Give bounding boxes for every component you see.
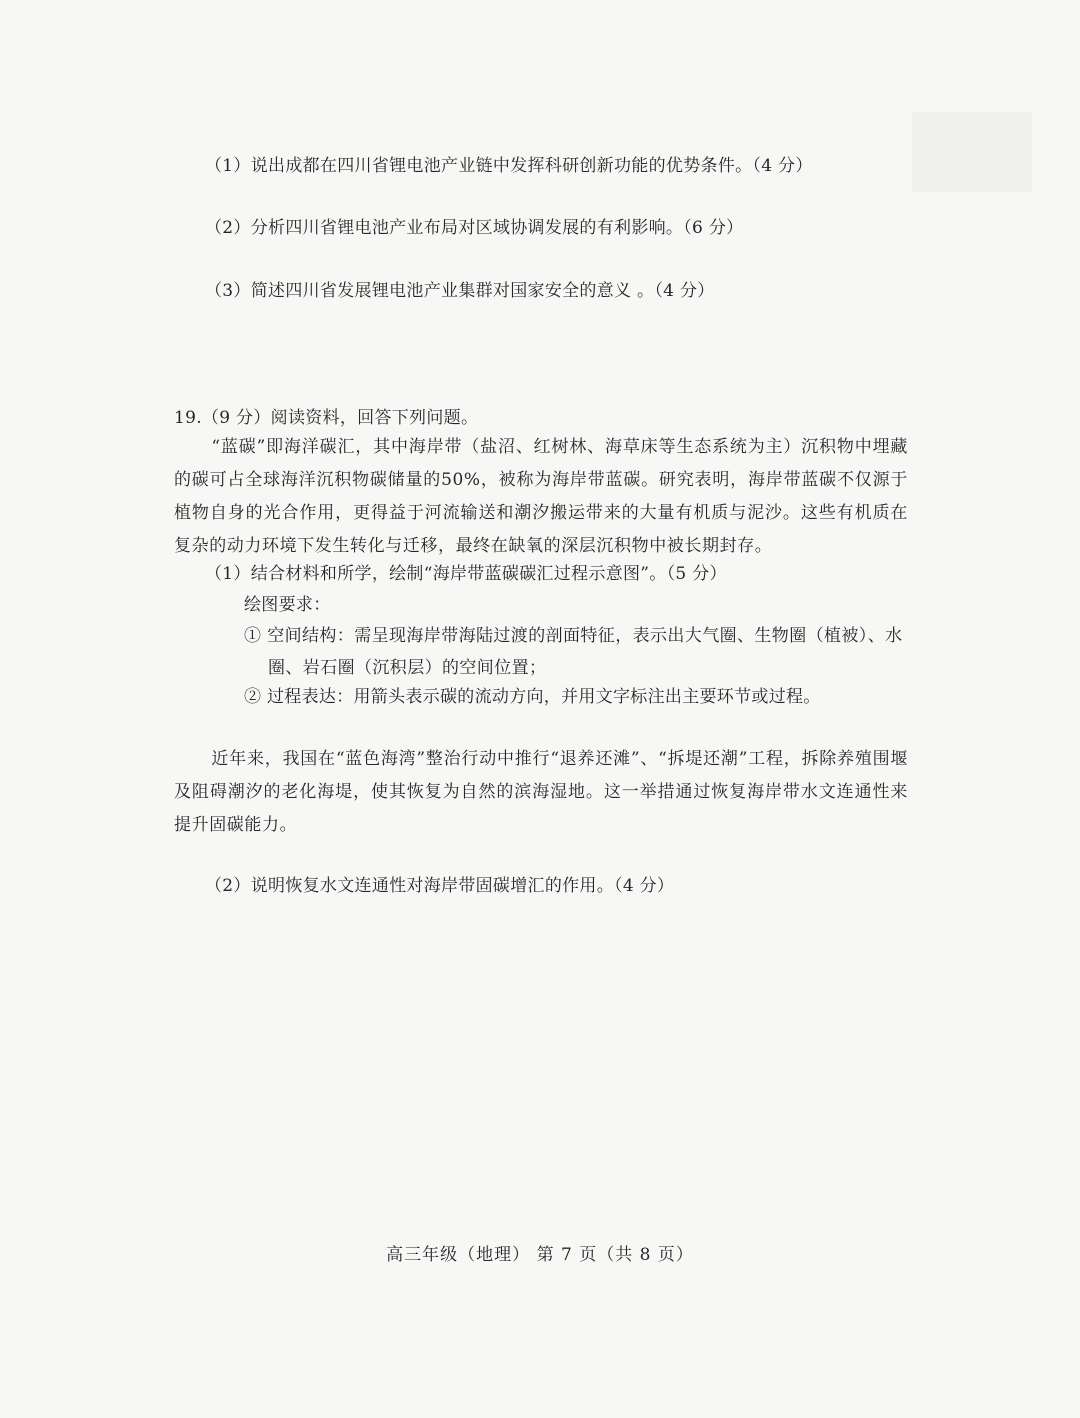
requirement-2: ② 过程表达：用箭头表示碳的流动方向，并用文字标注出主要环节或过程。	[244, 687, 821, 707]
requirement-1	[244, 620, 906, 684]
question-18-part-1: （1）说出成都在四川省锂电池产业链中发挥科研创新功能的优势条件。（4 分）	[205, 156, 813, 176]
question-18-part-2: （2）分析四川省锂电池产业布局对区域协调发展的有利影响。（6 分）	[205, 218, 744, 238]
requirement-1-text: ① 空间结构：需呈现海岸带海陆过渡的剖面特征，表示出大气圈、生物圈（植被）、水圈、岩石圈（沉积层）的空间位置；	[244, 626, 903, 678]
question-19-header: 19.（9 分）阅读资料，回答下列问题。	[174, 408, 479, 428]
page-footer: 高三年级（地理） 第 7 页（共 8 页）	[386, 1245, 694, 1265]
question-19-part-1: （1）结合材料和所学，绘制“海岸带蓝碳碳汇过程示意图”。（5 分）	[205, 564, 727, 584]
scan-shading	[912, 112, 1032, 192]
question-19-part-2: （2）说明恢复水文连通性对海岸带固碳增汇的作用。（4 分）	[205, 876, 675, 896]
material-blue-bay: 近年来，我国在“蓝色海湾”整治行动中推行“退养还滩”、“拆堤还潮”工程，拆除养殖围堰及阻碍潮汐的老化海堤，使其恢复为自然的滨海湿地。这一举措通过恢复海岸带水文连通性来提升固碳能力。	[174, 749, 908, 835]
drawing-requirements-title: 绘图要求：	[244, 595, 331, 615]
material-blue-carbon: “蓝碳”即海洋碳汇，其中海岸带（盐沼、红树林、海草床等生态系统为主）沉积物中埋藏的碳可占全球海洋沉积物碳储量的50%，被称为海岸带蓝碳。研究表明，海岸带蓝碳不仅源于植物自身的光合作用，更得益于河流输送和潮汐搬运带来的大量有机质与泥沙。这些有机质在复杂的动力环境下发生转化与迁移，最终在缺氧的深层沉积物中被长期封存。	[174, 437, 908, 556]
question-18-part-3: （3）简述四川省发展锂电池产业集群对国家安全的意义 。（4 分）	[205, 281, 715, 301]
